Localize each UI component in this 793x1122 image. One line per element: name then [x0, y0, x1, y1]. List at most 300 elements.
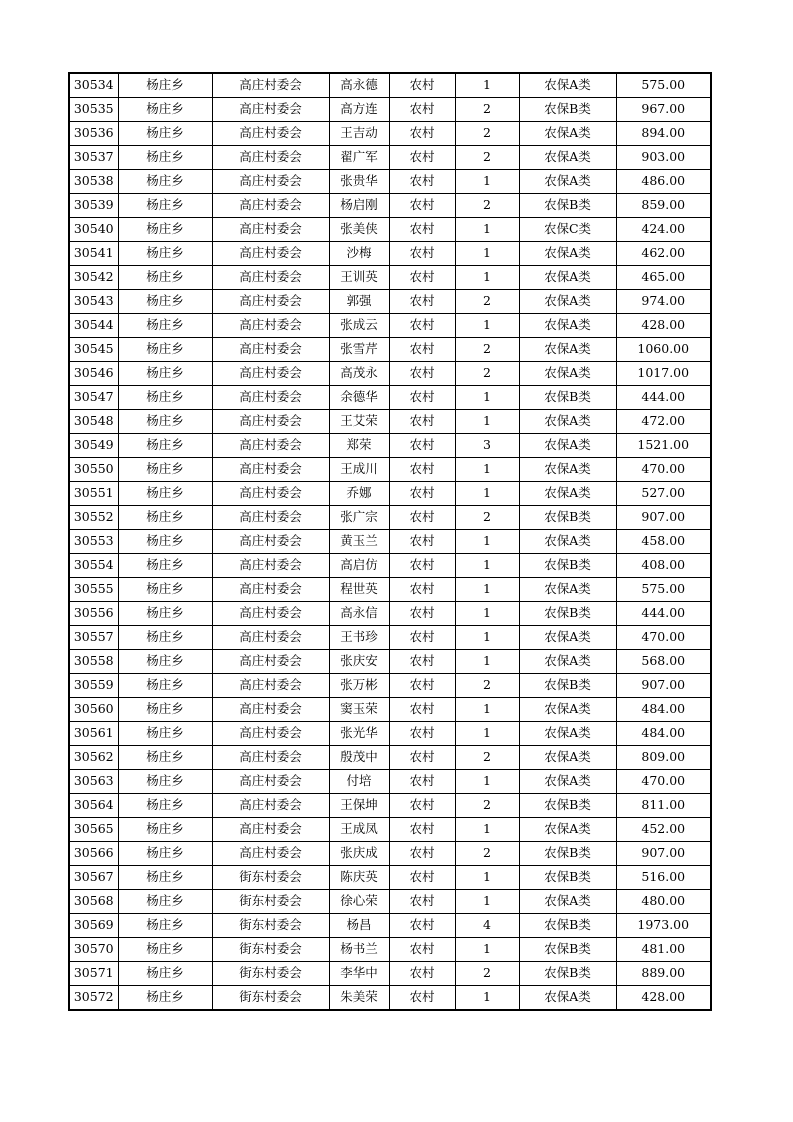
- amount-cell: 907.00: [616, 674, 711, 698]
- household-type-cell: 农村: [389, 434, 455, 458]
- person-name-cell: 王吉动: [329, 122, 389, 146]
- household-type-cell: 农村: [389, 530, 455, 554]
- person-name-cell: 王成凤: [329, 818, 389, 842]
- amount-cell: 967.00: [616, 98, 711, 122]
- table-body: [69, 73, 711, 1010]
- person-name-cell: 张成云: [329, 314, 389, 338]
- table-row: [69, 650, 711, 674]
- person-name-cell: 高茂永: [329, 362, 389, 386]
- amount-cell: 424.00: [616, 218, 711, 242]
- person-name-cell: 张光华: [329, 722, 389, 746]
- person-name-cell: 高永信: [329, 602, 389, 626]
- person-name-cell: 郭强: [329, 290, 389, 314]
- village-committee-cell: 街东村委会: [212, 890, 329, 914]
- village-committee-cell: 高庄村委会: [212, 170, 329, 194]
- village-committee-cell: 高庄村委会: [212, 842, 329, 866]
- village-committee-cell: 高庄村委会: [212, 122, 329, 146]
- amount-cell: 894.00: [616, 122, 711, 146]
- household-type-cell: 农村: [389, 506, 455, 530]
- village-committee-cell: 高庄村委会: [212, 194, 329, 218]
- insurance-category-cell: 农保A类: [519, 314, 616, 338]
- township-cell: 杨庄乡: [118, 794, 212, 818]
- record-id-cell: 30540: [69, 218, 118, 242]
- table-row: [69, 914, 711, 938]
- table-row: [69, 698, 711, 722]
- record-id-cell: 30572: [69, 986, 118, 1011]
- member-count-cell: 2: [455, 674, 519, 698]
- township-cell: 杨庄乡: [118, 290, 212, 314]
- township-cell: 杨庄乡: [118, 194, 212, 218]
- member-count-cell: 1: [455, 818, 519, 842]
- village-committee-cell: 高庄村委会: [212, 698, 329, 722]
- member-count-cell: 1: [455, 266, 519, 290]
- record-id-cell: 30568: [69, 890, 118, 914]
- member-count-cell: 3: [455, 434, 519, 458]
- village-committee-cell: 高庄村委会: [212, 554, 329, 578]
- member-count-cell: 1: [455, 482, 519, 506]
- township-cell: 杨庄乡: [118, 962, 212, 986]
- insurance-category-cell: 农保B类: [519, 674, 616, 698]
- household-type-cell: 农村: [389, 890, 455, 914]
- person-name-cell: 王成川: [329, 458, 389, 482]
- insurance-category-cell: 农保A类: [519, 578, 616, 602]
- household-type-cell: 农村: [389, 674, 455, 698]
- insurance-category-cell: 农保A类: [519, 530, 616, 554]
- member-count-cell: 1: [455, 866, 519, 890]
- table-row: [69, 434, 711, 458]
- insurance-category-cell: 农保A类: [519, 818, 616, 842]
- amount-cell: 480.00: [616, 890, 711, 914]
- record-id-cell: 30547: [69, 386, 118, 410]
- village-committee-cell: 高庄村委会: [212, 482, 329, 506]
- person-name-cell: 王艾荣: [329, 410, 389, 434]
- record-id-cell: 30564: [69, 794, 118, 818]
- village-committee-cell: 街东村委会: [212, 914, 329, 938]
- amount-cell: 486.00: [616, 170, 711, 194]
- table-row: [69, 170, 711, 194]
- record-id-cell: 30570: [69, 938, 118, 962]
- record-id-cell: 30537: [69, 146, 118, 170]
- household-type-cell: 农村: [389, 650, 455, 674]
- member-count-cell: 1: [455, 170, 519, 194]
- amount-cell: 470.00: [616, 626, 711, 650]
- household-type-cell: 农村: [389, 938, 455, 962]
- member-count-cell: 1: [455, 626, 519, 650]
- household-type-cell: 农村: [389, 842, 455, 866]
- household-type-cell: 农村: [389, 242, 455, 266]
- village-committee-cell: 高庄村委会: [212, 98, 329, 122]
- township-cell: 杨庄乡: [118, 266, 212, 290]
- member-count-cell: 1: [455, 578, 519, 602]
- member-count-cell: 1: [455, 386, 519, 410]
- member-count-cell: 1: [455, 73, 519, 98]
- amount-cell: 484.00: [616, 722, 711, 746]
- household-type-cell: 农村: [389, 626, 455, 650]
- amount-cell: 974.00: [616, 290, 711, 314]
- village-committee-cell: 高庄村委会: [212, 266, 329, 290]
- township-cell: 杨庄乡: [118, 434, 212, 458]
- insurance-category-cell: 农保A类: [519, 266, 616, 290]
- person-name-cell: 杨昌: [329, 914, 389, 938]
- household-type-cell: 农村: [389, 338, 455, 362]
- person-name-cell: 窦玉荣: [329, 698, 389, 722]
- insurance-category-cell: 农保A类: [519, 626, 616, 650]
- person-name-cell: 朱美荣: [329, 986, 389, 1011]
- table-row: [69, 314, 711, 338]
- household-type-cell: 农村: [389, 218, 455, 242]
- person-name-cell: 徐心荣: [329, 890, 389, 914]
- village-committee-cell: 高庄村委会: [212, 770, 329, 794]
- township-cell: 杨庄乡: [118, 746, 212, 770]
- person-name-cell: 张雪芹: [329, 338, 389, 362]
- table-row: [69, 770, 711, 794]
- household-type-cell: 农村: [389, 578, 455, 602]
- household-type-cell: 农村: [389, 866, 455, 890]
- insurance-category-cell: 农保A类: [519, 410, 616, 434]
- member-count-cell: 2: [455, 338, 519, 362]
- member-count-cell: 2: [455, 122, 519, 146]
- township-cell: 杨庄乡: [118, 338, 212, 362]
- member-count-cell: 4: [455, 914, 519, 938]
- insurance-category-cell: 农保A类: [519, 890, 616, 914]
- township-cell: 杨庄乡: [118, 386, 212, 410]
- household-type-cell: 农村: [389, 146, 455, 170]
- table-row: [69, 482, 711, 506]
- person-name-cell: 王训英: [329, 266, 389, 290]
- household-type-cell: 农村: [389, 170, 455, 194]
- household-type-cell: 农村: [389, 554, 455, 578]
- village-committee-cell: 高庄村委会: [212, 578, 329, 602]
- amount-cell: 428.00: [616, 986, 711, 1011]
- record-id-cell: 30546: [69, 362, 118, 386]
- table-row: [69, 530, 711, 554]
- household-type-cell: 农村: [389, 914, 455, 938]
- record-id-cell: 30566: [69, 842, 118, 866]
- record-id-cell: 30567: [69, 866, 118, 890]
- person-name-cell: 沙梅: [329, 242, 389, 266]
- village-committee-cell: 高庄村委会: [212, 338, 329, 362]
- person-name-cell: 高方连: [329, 98, 389, 122]
- township-cell: 杨庄乡: [118, 362, 212, 386]
- person-name-cell: 杨书兰: [329, 938, 389, 962]
- record-id-cell: 30554: [69, 554, 118, 578]
- household-type-cell: 农村: [389, 770, 455, 794]
- member-count-cell: 1: [455, 650, 519, 674]
- insurance-category-cell: 农保B类: [519, 554, 616, 578]
- record-id-cell: 30552: [69, 506, 118, 530]
- amount-cell: 809.00: [616, 746, 711, 770]
- member-count-cell: 1: [455, 986, 519, 1011]
- record-id-cell: 30560: [69, 698, 118, 722]
- township-cell: 杨庄乡: [118, 314, 212, 338]
- insurance-category-cell: 农保B类: [519, 938, 616, 962]
- village-committee-cell: 高庄村委会: [212, 794, 329, 818]
- member-count-cell: 2: [455, 98, 519, 122]
- table-row: [69, 986, 711, 1011]
- household-type-cell: 农村: [389, 458, 455, 482]
- member-count-cell: 1: [455, 410, 519, 434]
- amount-cell: 462.00: [616, 242, 711, 266]
- record-id-cell: 30565: [69, 818, 118, 842]
- table-row: [69, 266, 711, 290]
- village-committee-cell: 高庄村委会: [212, 626, 329, 650]
- table-row: [69, 410, 711, 434]
- township-cell: 杨庄乡: [118, 458, 212, 482]
- table-row: [69, 722, 711, 746]
- table-row: [69, 146, 711, 170]
- insurance-category-cell: 农保A类: [519, 434, 616, 458]
- insurance-category-cell: 农保B类: [519, 962, 616, 986]
- table-row: [69, 290, 711, 314]
- record-id-cell: 30561: [69, 722, 118, 746]
- amount-cell: 458.00: [616, 530, 711, 554]
- amount-cell: 428.00: [616, 314, 711, 338]
- table-row: [69, 242, 711, 266]
- amount-cell: 444.00: [616, 386, 711, 410]
- member-count-cell: 2: [455, 746, 519, 770]
- township-cell: 杨庄乡: [118, 410, 212, 434]
- insurance-category-cell: 农保A类: [519, 290, 616, 314]
- person-name-cell: 王保坤: [329, 794, 389, 818]
- amount-cell: 452.00: [616, 818, 711, 842]
- household-type-cell: 农村: [389, 314, 455, 338]
- table-row: [69, 794, 711, 818]
- township-cell: 杨庄乡: [118, 146, 212, 170]
- member-count-cell: 1: [455, 890, 519, 914]
- township-cell: 杨庄乡: [118, 482, 212, 506]
- person-name-cell: 黄玉兰: [329, 530, 389, 554]
- table-row: [69, 626, 711, 650]
- person-name-cell: 李华中: [329, 962, 389, 986]
- household-type-cell: 农村: [389, 602, 455, 626]
- household-type-cell: 农村: [389, 794, 455, 818]
- person-name-cell: 郑荣: [329, 434, 389, 458]
- record-id-cell: 30534: [69, 73, 118, 98]
- person-name-cell: 翟广军: [329, 146, 389, 170]
- person-name-cell: 陈庆英: [329, 866, 389, 890]
- amount-cell: 1973.00: [616, 914, 711, 938]
- household-type-cell: 农村: [389, 986, 455, 1011]
- township-cell: 杨庄乡: [118, 98, 212, 122]
- household-type-cell: 农村: [389, 122, 455, 146]
- record-id-cell: 30548: [69, 410, 118, 434]
- household-type-cell: 农村: [389, 73, 455, 98]
- household-type-cell: 农村: [389, 290, 455, 314]
- amount-cell: 575.00: [616, 73, 711, 98]
- township-cell: 杨庄乡: [118, 218, 212, 242]
- person-name-cell: 高永德: [329, 73, 389, 98]
- table-row: [69, 218, 711, 242]
- amount-cell: 470.00: [616, 458, 711, 482]
- table-row: [69, 194, 711, 218]
- member-count-cell: 1: [455, 458, 519, 482]
- amount-cell: 516.00: [616, 866, 711, 890]
- document-page: [68, 72, 712, 1011]
- member-count-cell: 1: [455, 530, 519, 554]
- person-name-cell: 余德华: [329, 386, 389, 410]
- table-row: [69, 506, 711, 530]
- township-cell: 杨庄乡: [118, 170, 212, 194]
- person-name-cell: 张万彬: [329, 674, 389, 698]
- table-row: [69, 122, 711, 146]
- table-row: [69, 73, 711, 98]
- member-count-cell: 1: [455, 722, 519, 746]
- village-committee-cell: 高庄村委会: [212, 410, 329, 434]
- insurance-category-cell: 农保B类: [519, 506, 616, 530]
- person-name-cell: 殷茂中: [329, 746, 389, 770]
- amount-cell: 527.00: [616, 482, 711, 506]
- member-count-cell: 2: [455, 794, 519, 818]
- table-row: [69, 674, 711, 698]
- insurance-category-cell: 农保A类: [519, 650, 616, 674]
- village-committee-cell: 街东村委会: [212, 938, 329, 962]
- record-id-cell: 30543: [69, 290, 118, 314]
- person-name-cell: 程世英: [329, 578, 389, 602]
- amount-cell: 465.00: [616, 266, 711, 290]
- township-cell: 杨庄乡: [118, 530, 212, 554]
- township-cell: 杨庄乡: [118, 122, 212, 146]
- insurance-category-cell: 农保C类: [519, 218, 616, 242]
- insurance-category-cell: 农保A类: [519, 170, 616, 194]
- table-row: [69, 386, 711, 410]
- record-id-cell: 30563: [69, 770, 118, 794]
- village-committee-cell: 高庄村委会: [212, 530, 329, 554]
- record-id-cell: 30538: [69, 170, 118, 194]
- village-committee-cell: 街东村委会: [212, 866, 329, 890]
- member-count-cell: 2: [455, 194, 519, 218]
- amount-cell: 484.00: [616, 698, 711, 722]
- insurance-category-cell: 农保B类: [519, 866, 616, 890]
- member-count-cell: 1: [455, 602, 519, 626]
- member-count-cell: 1: [455, 698, 519, 722]
- insurance-category-cell: 农保B类: [519, 386, 616, 410]
- person-name-cell: 张庆成: [329, 842, 389, 866]
- table-row: [69, 890, 711, 914]
- record-id-cell: 30541: [69, 242, 118, 266]
- record-id-cell: 30557: [69, 626, 118, 650]
- amount-cell: 1017.00: [616, 362, 711, 386]
- household-type-cell: 农村: [389, 410, 455, 434]
- township-cell: 杨庄乡: [118, 722, 212, 746]
- township-cell: 杨庄乡: [118, 554, 212, 578]
- village-committee-cell: 高庄村委会: [212, 218, 329, 242]
- person-name-cell: 高启仿: [329, 554, 389, 578]
- township-cell: 杨庄乡: [118, 602, 212, 626]
- record-id-cell: 30571: [69, 962, 118, 986]
- insurance-category-cell: 农保B类: [519, 842, 616, 866]
- record-id-cell: 30539: [69, 194, 118, 218]
- table-row: [69, 554, 711, 578]
- insurance-category-cell: 农保A类: [519, 458, 616, 482]
- table-row: [69, 578, 711, 602]
- person-name-cell: 乔娜: [329, 482, 389, 506]
- amount-cell: 568.00: [616, 650, 711, 674]
- household-type-cell: 农村: [389, 194, 455, 218]
- insurance-category-cell: 农保A类: [519, 73, 616, 98]
- insurance-category-cell: 农保A类: [519, 362, 616, 386]
- person-name-cell: 杨启刚: [329, 194, 389, 218]
- amount-cell: 859.00: [616, 194, 711, 218]
- table-row: [69, 98, 711, 122]
- subsidy-table: [68, 72, 712, 1011]
- table-row: [69, 842, 711, 866]
- insurance-category-cell: 农保A类: [519, 746, 616, 770]
- household-type-cell: 农村: [389, 362, 455, 386]
- township-cell: 杨庄乡: [118, 650, 212, 674]
- amount-cell: 470.00: [616, 770, 711, 794]
- insurance-category-cell: 农保B类: [519, 194, 616, 218]
- village-committee-cell: 高庄村委会: [212, 458, 329, 482]
- household-type-cell: 农村: [389, 722, 455, 746]
- amount-cell: 1521.00: [616, 434, 711, 458]
- person-name-cell: 张贵华: [329, 170, 389, 194]
- township-cell: 杨庄乡: [118, 506, 212, 530]
- record-id-cell: 30545: [69, 338, 118, 362]
- member-count-cell: 1: [455, 770, 519, 794]
- insurance-category-cell: 农保B类: [519, 794, 616, 818]
- person-name-cell: 付培: [329, 770, 389, 794]
- township-cell: 杨庄乡: [118, 938, 212, 962]
- insurance-category-cell: 农保B类: [519, 602, 616, 626]
- amount-cell: 1060.00: [616, 338, 711, 362]
- household-type-cell: 农村: [389, 818, 455, 842]
- record-id-cell: 30535: [69, 98, 118, 122]
- person-name-cell: 张广宗: [329, 506, 389, 530]
- amount-cell: 444.00: [616, 602, 711, 626]
- table-row: [69, 458, 711, 482]
- amount-cell: 889.00: [616, 962, 711, 986]
- member-count-cell: 2: [455, 506, 519, 530]
- township-cell: 杨庄乡: [118, 698, 212, 722]
- insurance-category-cell: 农保A类: [519, 242, 616, 266]
- amount-cell: 575.00: [616, 578, 711, 602]
- township-cell: 杨庄乡: [118, 242, 212, 266]
- village-committee-cell: 高庄村委会: [212, 746, 329, 770]
- record-id-cell: 30544: [69, 314, 118, 338]
- record-id-cell: 30536: [69, 122, 118, 146]
- insurance-category-cell: 农保A类: [519, 146, 616, 170]
- village-committee-cell: 高庄村委会: [212, 722, 329, 746]
- township-cell: 杨庄乡: [118, 674, 212, 698]
- village-committee-cell: 高庄村委会: [212, 602, 329, 626]
- household-type-cell: 农村: [389, 386, 455, 410]
- member-count-cell: 1: [455, 314, 519, 338]
- insurance-category-cell: 农保A类: [519, 482, 616, 506]
- village-committee-cell: 街东村委会: [212, 986, 329, 1011]
- member-count-cell: 1: [455, 218, 519, 242]
- amount-cell: 903.00: [616, 146, 711, 170]
- township-cell: 杨庄乡: [118, 866, 212, 890]
- table-row: [69, 362, 711, 386]
- member-count-cell: 1: [455, 938, 519, 962]
- member-count-cell: 2: [455, 362, 519, 386]
- record-id-cell: 30556: [69, 602, 118, 626]
- township-cell: 杨庄乡: [118, 890, 212, 914]
- person-name-cell: 王书珍: [329, 626, 389, 650]
- township-cell: 杨庄乡: [118, 770, 212, 794]
- member-count-cell: 1: [455, 554, 519, 578]
- record-id-cell: 30558: [69, 650, 118, 674]
- table-row: [69, 338, 711, 362]
- amount-cell: 907.00: [616, 842, 711, 866]
- insurance-category-cell: 农保A类: [519, 770, 616, 794]
- amount-cell: 481.00: [616, 938, 711, 962]
- village-committee-cell: 高庄村委会: [212, 362, 329, 386]
- record-id-cell: 30562: [69, 746, 118, 770]
- amount-cell: 472.00: [616, 410, 711, 434]
- amount-cell: 907.00: [616, 506, 711, 530]
- household-type-cell: 农村: [389, 482, 455, 506]
